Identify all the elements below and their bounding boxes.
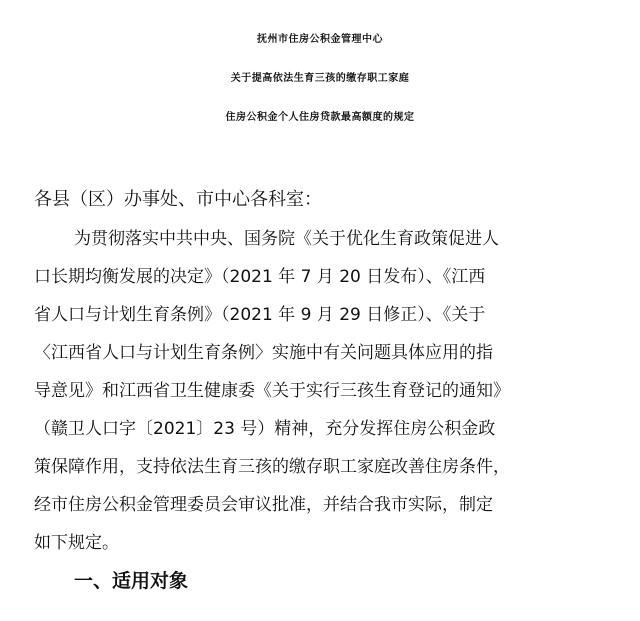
title-line-1: 抚州市住房公积金管理中心 (257, 34, 383, 45)
salutation: 各县（区）办事处、市中心各科室： (34, 189, 322, 210)
body-line: 导意见》和江西省卫生健康委《关于实行三孩生育登记的通知》 (34, 381, 510, 401)
body-line: 口长期均衡发展的决定》（2021 年 7 月 20 日发布）、《江西 (34, 267, 486, 287)
body-line: （赣卫人口字〔2021〕23 号）精神，充分发挥住房公积金政 (34, 419, 496, 439)
title-line-2: 关于提高依法生育三孩的缴存职工家庭 (230, 73, 410, 84)
body-line: 策保障作用，支持依法生育三孩的缴存职工家庭改善住房条件， (34, 457, 510, 477)
body-line: 〈江西省人口与计划生育条例〉实施中有关问题具体应用的指 (34, 343, 493, 363)
body-line: 省人口与计划生育条例》（2021 年 9 月 29 日修正）、《关于 (34, 305, 486, 325)
body-line: 经市住房公积金管理委员会审议批准，并结合我市实际，制定 (34, 495, 493, 515)
title-line-3: 住房公积金个人住房贷款最高额度的规定 (225, 112, 415, 123)
body-line: 为贯彻落实中共中央、国务院《关于优化生育政策促进人 (74, 229, 499, 249)
section-heading: 一、适用对象 (74, 570, 189, 592)
body-line: 如下规定。 (34, 533, 119, 553)
